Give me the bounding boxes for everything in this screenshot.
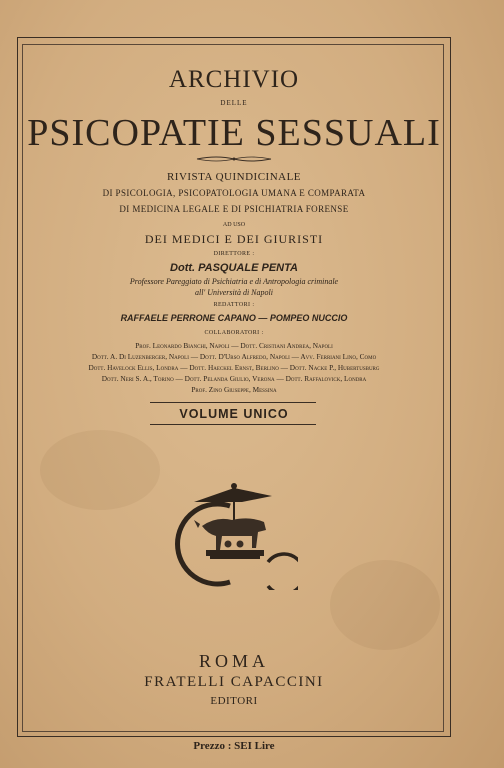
direttore-desc-1: Professore Pareggiato di Psichiatria e di Antropologia criminale xyxy=(129,277,339,286)
capitoline-wolf-emblem-icon xyxy=(172,482,298,590)
price-label: Prezzo : SEI Lire xyxy=(193,740,275,752)
header-delle: DELLE xyxy=(220,99,248,107)
subject-line-1: DI PSICOLOGIA, PSICOPATOLOGIA UMANA E COMPARATA xyxy=(102,188,366,198)
direttore-desc-2: all' Università di Napoli xyxy=(195,288,273,297)
publisher-city: ROMA xyxy=(198,651,269,671)
redattori-label: REDATTORI : xyxy=(213,302,255,308)
audience-line: DEI MEDICI E DEI GIURISTI xyxy=(144,232,324,246)
collaboratori-line: Dott. Neri S. A., Torino — Dott. Pelanda Giulio, Verona — Dott. Raffalovick, Londra xyxy=(101,374,367,383)
collaboratori-label: COLLABORATORI : xyxy=(204,330,264,336)
publisher-name: FRATELLI CAPACCINI xyxy=(144,674,324,690)
journal-title: PSICOPATIE SESSUALI xyxy=(27,112,441,154)
direttore-label: DIRETTORE : xyxy=(213,251,255,257)
volume-rule-top xyxy=(150,402,316,403)
rivista-line: RIVISTA QUINDICINALE xyxy=(166,171,302,183)
direttore-name: Dott. PASQUALE PENTA xyxy=(170,262,298,274)
subject-line-2: DI MEDICINA LEGALE E DI PSICHIATRIA FORENSE xyxy=(119,204,349,214)
collaboratori-line: Dott. A. Di Luzenberger, Napoli — Dott. D'Urso Alfredo, Napoli — Avv. Ferriani Lino, Como xyxy=(91,352,377,361)
collaboratori-line: Prof. Leonardo Bianchi, Napoli — Dott. Cristiani Andrea, Napoli xyxy=(135,341,333,350)
collaboratori-line: Dott. Havelock Ellis, Londra — Dott. Haeckel Ernst, Berlino — Dott. Nacke P., Hubertusburg xyxy=(88,363,380,372)
header-archivio: ARCHIVIO xyxy=(168,66,300,93)
ad-uso-label: AD USO xyxy=(222,222,246,228)
decorative-rule-icon xyxy=(17,154,451,164)
redattori-names: RAFFAELE PERRONE CAPANO — POMPEO NUCCIO xyxy=(120,313,348,323)
publisher-editori: EDITORI xyxy=(210,695,258,707)
volume-rule-bottom xyxy=(150,424,316,425)
volume-label: VOLUME UNICO xyxy=(179,407,289,421)
collaboratori-line: Prof. Zino Giuseppe, Messina xyxy=(191,385,277,394)
